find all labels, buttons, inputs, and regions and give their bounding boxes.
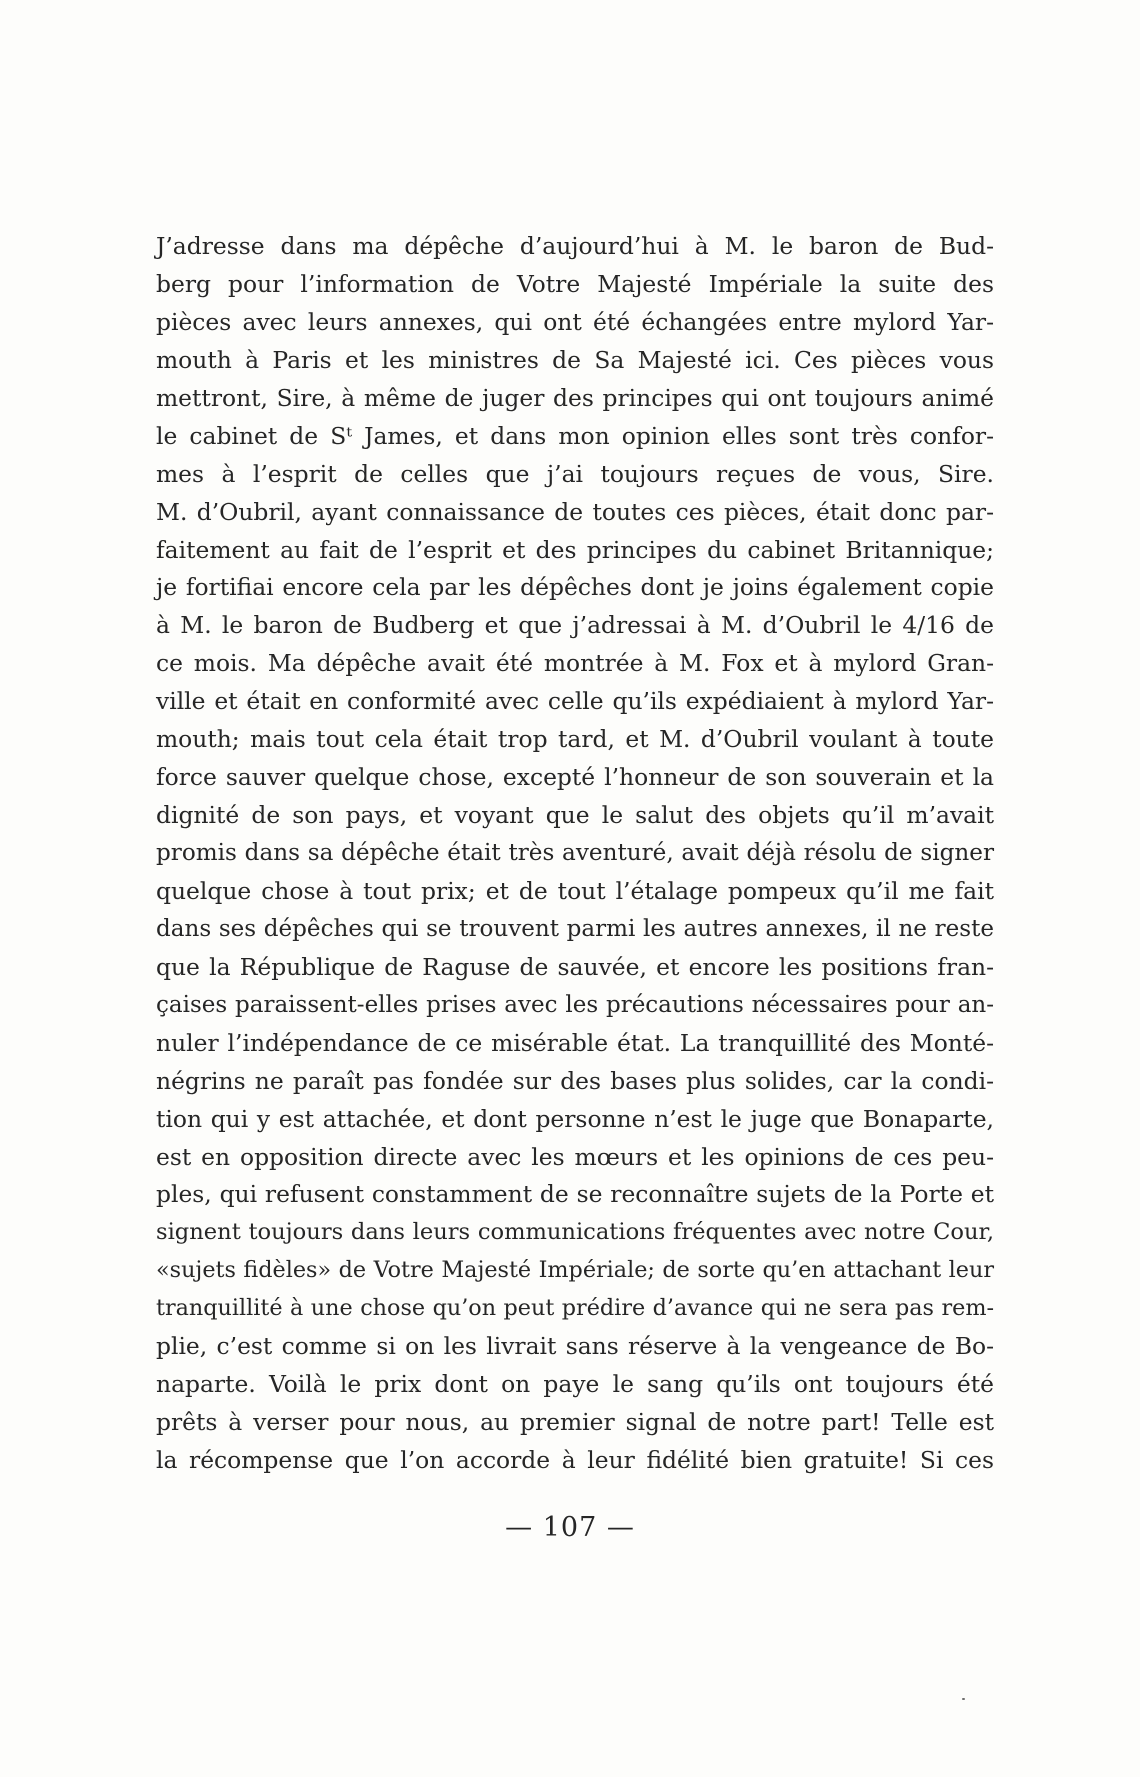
text-line: dignité de son pays, et voyant que le salut des objets qu’il m’avait <box>156 801 994 830</box>
text-line: ville et était en conformité avec celle qu’ils expédiaient à mylord Yar- <box>156 687 994 716</box>
text-line: le cabinet de Sᵗ James, et dans mon opinion elles sont très confor- <box>156 421 994 450</box>
text-line: promis dans sa dépêche était très aventuré, avait déjà résolu de signer <box>156 840 994 866</box>
text-line: mouth à Paris et les ministres de Sa Majesté ici. Ces pièces vous <box>156 345 994 374</box>
text-line: dans ses dépêches qui se trouvent parmi les autres annexes, il ne reste <box>156 915 994 942</box>
text-line: faitement au fait de l’esprit et des principes du cabinet Britannique; <box>156 535 994 564</box>
text-line: çaises paraissent-elles prises avec les précautions nécessaires pour an- <box>156 991 994 1018</box>
text-line: mettront, Sire, à même de juger des principes qui ont toujours animé <box>156 383 994 412</box>
text-line: M. d’Oubril, ayant connaissance de toutes ces pièces, était donc par- <box>156 497 994 526</box>
text-line: à M. le baron de Budberg et que j’adressai à M. d’Oubril le 4/16 de <box>156 611 994 640</box>
text-line: naparte. Voilà le prix dont on paye le sang qu’ils ont toujours été <box>156 1370 994 1399</box>
text-line: ples, qui refusent constamment de se reconnaître sujets de la Porte et <box>156 1180 994 1209</box>
text-line: prêts à verser pour nous, au premier signal de notre part! Telle est <box>156 1408 994 1437</box>
text-line: signent toujours dans leurs communications fréquentes avec notre Cour, <box>156 1219 994 1246</box>
text-line: la récompense que l’on accorde à leur fidélité bien gratuite! Si ces <box>156 1446 994 1474</box>
text-line: tion qui y est attachée, et dont personne n’est le juge que Bonaparte, <box>156 1104 994 1133</box>
text-line: pièces avec leurs annexes, qui ont été échangées entre mylord Yar- <box>156 307 994 336</box>
body-text <box>156 228 994 1480</box>
text-line: plie, c’est comme si on les livrait sans réserve à la vengeance de Bo- <box>156 1332 994 1361</box>
text-line: mes à l’esprit de celles que j’ai toujours reçues de vous, Sire. <box>156 459 994 488</box>
text-line: négrins ne paraît pas fondée sur des bases plus solides, car la condi- <box>156 1066 994 1095</box>
text-line: J’adresse dans ma dépêche d’aujourd’hui à M. le baron de Bud- <box>156 232 994 260</box>
text-line: quelque chose à tout prix; et de tout l’étalage pompeux qu’il me fait <box>156 876 994 905</box>
text-line: tranquillité à une chose qu’on peut prédire d’avance qui ne sera pas rem- <box>156 1295 994 1322</box>
text-line: «sujets fidèles» de Votre Majesté Impériale; de sorte qu’en attachant leur <box>156 1257 994 1284</box>
text-line: ce mois. Ma dépêche avait été montrée à M. Fox et à mylord Gran- <box>156 649 994 678</box>
text-line: nuler l’indépendance de ce misérable état. La tranquillité des Monté- <box>156 1028 994 1057</box>
page-number: — 107 — <box>505 1512 635 1543</box>
scan-speck <box>962 1698 965 1700</box>
text-line: est en opposition directe avec les mœurs et les opinions de ces peu- <box>156 1142 994 1171</box>
text-line: berg pour l’information de Votre Majesté Impériale la suite des <box>156 269 994 298</box>
text-line: mouth; mais tout cela était trop tard, et M. d’Oubril voulant à toute <box>156 725 994 754</box>
text-line: force sauver quelque chose, excepté l’honneur de son souverain et la <box>156 763 994 792</box>
text-line: je fortifiai encore cela par les dépêches dont je joins également copie <box>156 573 994 602</box>
text-line: que la République de Raguse de sauvée, et encore les positions fran- <box>156 952 994 981</box>
